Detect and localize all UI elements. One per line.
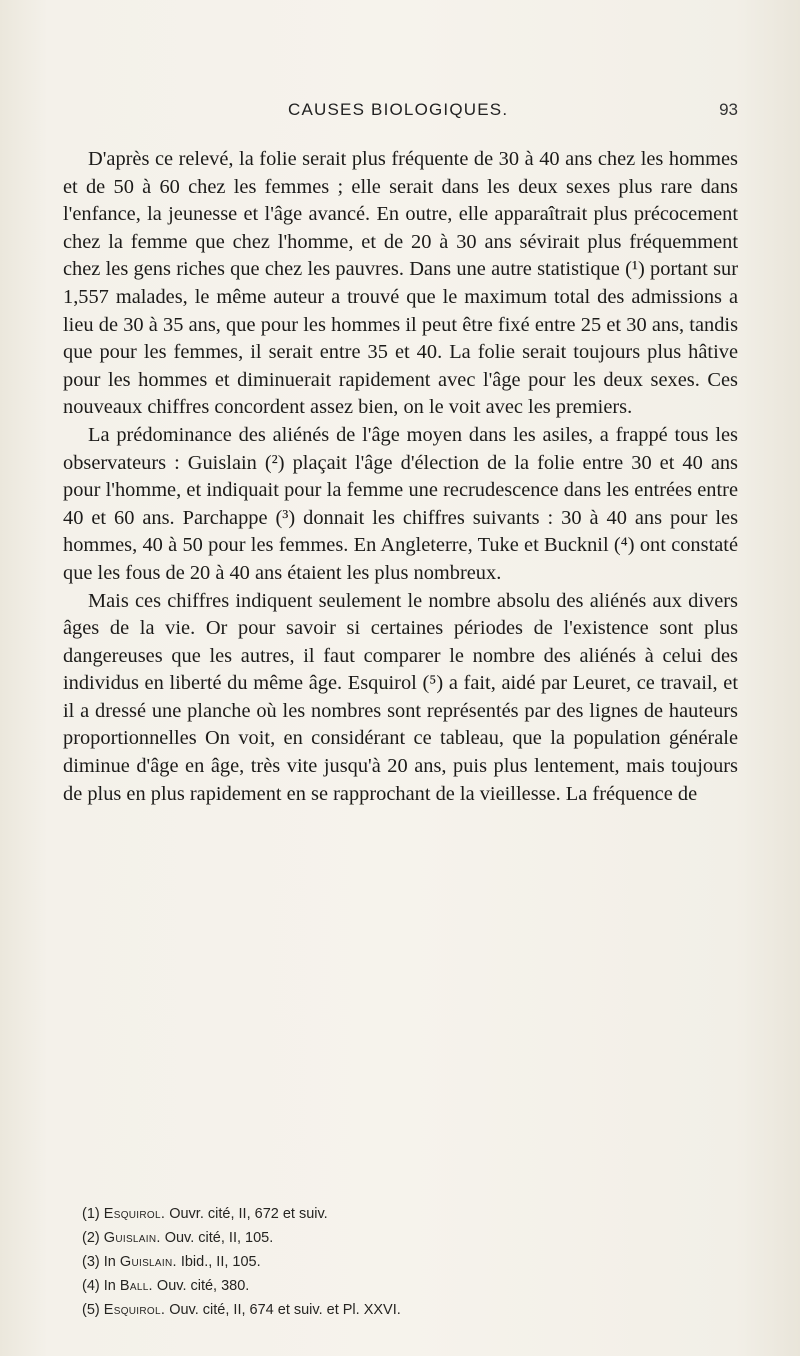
footnote-1 <box>82 1202 742 1226</box>
paragraph: La prédominance des aliénés de l'âge moyen dans les asiles, a frappé tous les observateurs : Guislain (²) plaçait l'âge d'élection de la folie entre 30 et 40 ans pour l'homme, et indiquait pour la femme une recrudescence dans les entrées entre 40 et 60 ans. Parchappe (³) donnait les chiffres suivants : 30 à 40 ans pour les hommes, 40 à 50 pour les femmes. En Angleterre, Tuke et Bucknil (⁴) ont constaté que les fous de 20 à 40 ans étaient les plus nombreux. <box>63 423 738 584</box>
page-number: 93 <box>719 100 738 119</box>
footnote-mark: (3) <box>82 1254 100 1270</box>
footnote-prefix: In <box>103 1254 116 1270</box>
footnote-2 <box>82 1226 742 1250</box>
footnote-5 <box>82 1298 742 1322</box>
running-title: CAUSES BIOLOGIQUES. <box>288 100 509 119</box>
footnote-reference: Ouv. cité, II, 674 et suiv. et Pl. XXVI. <box>169 1302 401 1318</box>
footnote-reference: Ouv. cité, 380. <box>156 1278 250 1294</box>
footnote-mark: (4) <box>82 1278 100 1294</box>
footnote-reference: Ibid., II, 105. <box>180 1254 261 1270</box>
paragraph: D'après ce relevé, la folie serait plus fréquente de 30 à 40 ans chez les hommes et de 50 à 60 chez les femmes ; elle serait dans les deux sexes plus rare dans l'enfance, la jeunesse et l'âge avancé. En outre, elle apparaîtrait plus précocement chez la femme que chez l'homme, et de 20 à 30 ans sévirait plus fréquemment chez les gens riches que chez les pauvres. Dans une autre statistique (¹) portant sur 1,557 malades, le même auteur a trouvé que le maximum total des admissions a lieu de 30 à 35 ans, que pour les hommes il peut être fixé entre 25 et 30 ans, tandis que pour les femmes, il serait entre 35 et 40. La folie serait toujours plus hâtive pour les hommes et diminuerait rapidement avec l'âge pour les deux sexes. Ces nouveaux chiffres concordent assez bien, on le voit avec les premiers. <box>63 148 738 419</box>
footnote-mark: (2) <box>82 1230 100 1246</box>
footnote-4 <box>82 1274 742 1298</box>
footnote-reference: Ouvr. cité, II, 672 et suiv. <box>169 1206 328 1222</box>
footnote-mark: (1) <box>82 1206 100 1222</box>
footnote-author: Guislain. <box>103 1230 161 1246</box>
footnote-reference: Ouv. cité, II, 105. <box>164 1230 274 1246</box>
footnote-author: Guislain. <box>119 1254 177 1270</box>
footnote-author: Ball. <box>119 1278 153 1294</box>
body-text <box>63 146 738 808</box>
footnote-author: Esquirol. <box>103 1206 166 1222</box>
paragraph: Mais ces chiffres indiquent seulement le nombre absolu des aliénés aux divers âges de la vie. Or pour savoir si certaines périodes de l'existence sont plus dangereuses que les autres, il faut comparer le nombre des aliénés à celui des individus en liberté du même âge. Esquirol (⁵) a fait, aidé par Leuret, ce travail, et il a dressé une planche où les nombres sont représentés par des lignes de hauteurs proportionnelles On voit, en considérant ce tableau, que la population générale diminue d'âge en âge, très vite jusqu'à 20 ans, puis plus lentement, mais toujours de plus en plus rapidement en se rapprochant de la vieillesse. La fréquence de <box>63 589 738 805</box>
footnote-prefix: In <box>103 1278 116 1294</box>
page-header <box>63 100 738 126</box>
footnotes <box>82 1202 742 1322</box>
footnote-mark: (5) <box>82 1302 100 1318</box>
footnote-author: Esquirol. <box>103 1302 166 1318</box>
footnote-3 <box>82 1250 742 1274</box>
